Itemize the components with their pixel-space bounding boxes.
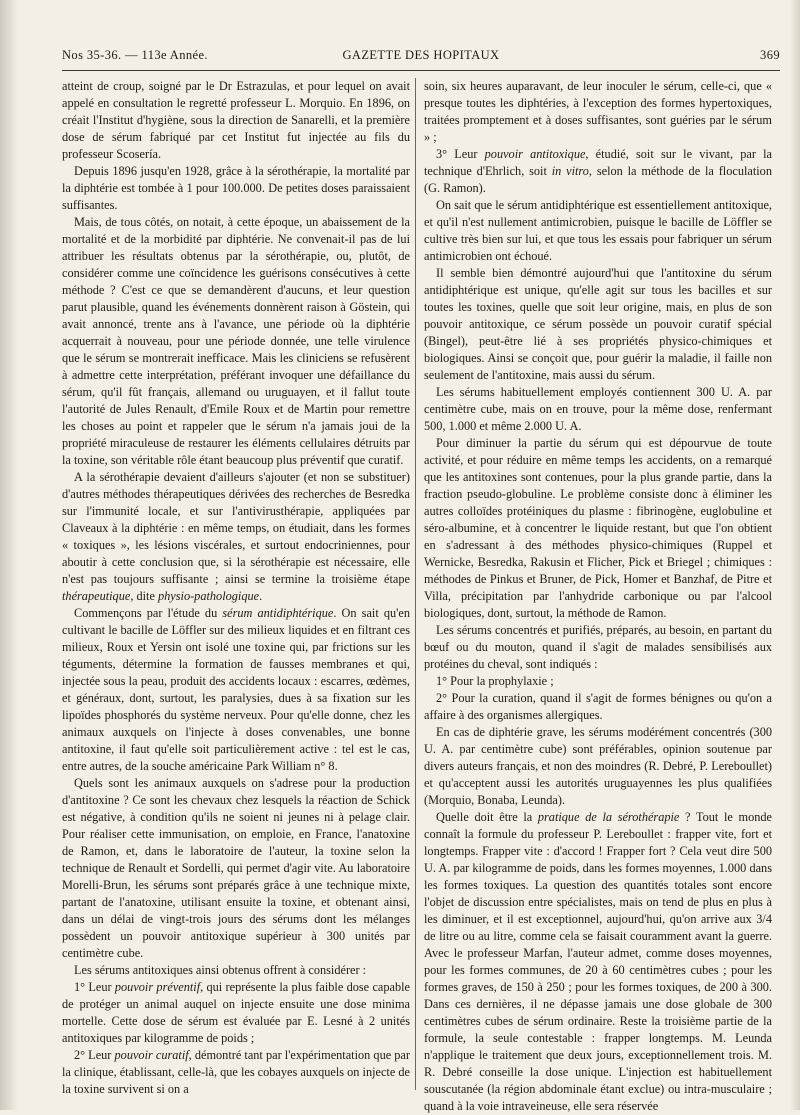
- paragraph-text: .: [259, 589, 263, 603]
- paragraph-text: Mais, de tous côtés, on notait, à cette époque, un abaissement de la mortalité et de la morbidité par diphtérie. Ne convenait-il pas de lui attribuer les résultats obtenus par la sérothérapie, ou, plutôt, de considérer comme une coïncidence les guérisons consécutives à cette méthode ? C'est ce que se demandèrent d'aucuns, et leur question parut plausible, quand les événements donnèrent raison à Göstein, qui avait annoncé, trente ans à l'avance, une période où la diphtérie acquerrait à nouveau, pour une période donnée, une telle virulence que le sérum se montrerait inefficace. Mais les cliniciens se refusèrent à admettre cette interprétation, préférant invoquer une défaillance du sérum, qu'il fût français, allemand ou uruguayen, et il fallut toute l'autorité de Jules Renault, d'Emile Roux et de Martin pour remettre les choses au point et rappeler que le sérum n'a jamais joui de la propriété miraculeuse de restaurer les éléments cellulaires détruits par la toxine, son véritable rôle étant beaucoup plus préventif que curatif.: [62, 215, 410, 467]
- journal-title: GAZETTE DES HOPITAUX: [342, 48, 500, 62]
- paragraph-text: En cas de diphtérie grave, les sérums modérément concentrés (300 U. A. par centimètre cube) sont préférables, opinion soutenue par divers auteurs français, et non des moindres (R. Debré, P. Lereboullet) et qu'acceptent aussi les autorités uruguayennes les plus qualifiées (Morquio, Bonaba, Leunda).: [424, 725, 772, 807]
- paragraph: [62, 605, 410, 775]
- paragraph-text: ? Tout le monde connaît la formule du professeur P. Lereboullet : frapper vite, fort et longtemps. Frapper vite : d'accord ! Frapper fort ? Cela veut dire 500 U. A. par kilogramme de poids, dans les formes moyennes, 1.000 dans les formes toxiques. La question des quantités totales sont encore l'objet de discussion entre spécialistes, mais on tend de plus en plus à les diminuer, et il est exceptionnel, aujourd'hui, qu'on arrive aux 3/4 de litre ou au litre, comme cela se faisait couramment avant la guerre. Avec le professeur Marfan, l'auteur admet, comme doses moyennes, pour les formes communes, de 20 à 60 centimètres cubes ; pour les formes graves, de 150 à 250 ; pour les formes toxiques, de 200 à 300. Dans ces dernières, il ne dépasse jamais une dose globale de 300 centimètres cubes de sérum ordinaire. Reste la troisième partie de la formule, la seule contestable : frapper longtemps. M. Leunda n'applique le traitement que deux jours, exceptionnellement trois. M. R. Debré conseille la dose unique. L'injection est habituellement souscutanée (la région abdominale étant exclue) ou intra-musculaire ; quand à la voie intraveineuse, elle sera réservée: [424, 810, 772, 1113]
- italic-phrase: pouvoir curatif: [114, 1048, 189, 1062]
- paragraph-text: 1° Pour la prophylaxie ;: [436, 674, 554, 688]
- paragraph: [424, 724, 772, 809]
- page-edge-shadow-right: [790, 0, 800, 1110]
- paragraph-text: Pour diminuer la partie du sérum qui est dépourvue de toute activité, et pour réduire en même temps les accidents, on a remarqué que les antitoxines sont contenues, pour la plus grande partie, dans la fraction pseudo-globuline. Le problème consiste donc à éliminer les autres colloïdes protéiniques du plasme : fibrinogène, euglobuline et séro-albumine, et à concentrer le liquide restant, but que l'on obtient en s'adressant à des méthodes physico-chimiques (Ruppel et Wernicke, Besredka, Rakusin et Flicher, Pick et Briegel ; chimiques : méthodes de Pinkus et Bruner, de Pick, Homer et Banzhaf, de Pitre et Villa, précipitation par l'anhydride carbonique ou par l'alcool biologiques, dont, surtout, la méthode de Ramon.: [424, 436, 772, 620]
- italic-phrase: pratique de la sérothérapie: [537, 810, 680, 824]
- italic-phrase: in vitro: [551, 164, 589, 178]
- paragraph-text: , dite: [130, 589, 158, 603]
- paragraph: [62, 163, 410, 214]
- paragraph-text: 2° Leur: [74, 1048, 115, 1062]
- paragraph: [424, 622, 772, 673]
- paragraph-text: Les sérums concentrés et purifiés, préparés, au besoin, en partant du bœuf ou du mouton, quand il s'agit de malades sensibilisés aux protéines du cheval, sont indiqués :: [424, 623, 772, 671]
- paragraph-text: A la sérothérapie devaient d'ailleurs s'ajouter (et non se substituer) d'autres méthodes thérapeutiques dérivées des recherches de Besredka sur l'immunité locale, et sur l'antivirusthérapie, appliquées par Claveaux à la diphtérie : en même temps, on étudiait, dans les formes « toxiques », les lésions viscérales, et surtout endocriniennes, pour aboutir à cette conclusion que, si la sérothérapie est nécessaire, elle n'est pas toujours suffisante ; ainsi se termine la troisième étape: [62, 470, 410, 586]
- paragraph-text: Quels sont les animaux auxquels on s'adrese pour la production d'antitoxine ? Ce sont les chevaux chez lesquels la réaction de Schick est négative, à condition qu'ils ne soient ni jeunes ni à pelage clair. Pour réaliser cette immunisation, on emploie, en France, l'anatoxine de Ramon, et, dans le laboratoire de l'auteur, la toxine selon la technique de Renault et Sordelli, qui permet d'agir vite. Au laboratoire Morelli-Brun, les sérums sont préparés grâce à une technique mixte, partant de l'anatoxine, utilisant ensuite la toxine, et obtenant ainsi, dans un délai de vingt-trois jours des sérums dont les mélanges possèdent un pouvoir antitoxique supérieur à 300 unités par centimètre cube.: [62, 776, 410, 960]
- paragraph-text: Quelle doit être la: [436, 810, 538, 824]
- paragraph-text: Il semble bien démontré aujourd'hui que l'antitoxine du sérum antidiphtérique est unique, qu'elle agit sur tous les bacilles et sur toutes les toxines, quelle que soit leur origine, mais, en plus de son pouvoir antitoxique, ce sérum possède un pouvoir curatif spécial (Bingel), peut-être lié à ses propriétés physico-chimiques et biologiques. Ainsi se conçoit que, pour guérir la maladie, il faille non seulement de l'antitoxine, mais aussi du sérum.: [424, 266, 772, 382]
- paragraph-text: Les sérums antitoxiques ainsi obtenus offrent à considérer :: [74, 963, 367, 977]
- paragraph: [62, 78, 410, 163]
- paragraph: [424, 384, 772, 435]
- paragraph: [62, 775, 410, 962]
- left-column: [62, 78, 410, 1098]
- column-divider: [415, 78, 416, 1090]
- paragraph-text: Commençons par l'étude du: [74, 606, 223, 620]
- paragraph: [424, 809, 772, 1115]
- paragraph: [424, 690, 772, 724]
- italic-phrase: thérapeutique: [62, 589, 131, 603]
- paragraph-text: On sait que le sérum antidiphtérique est essentiellement antitoxique, et qu'il n'est nullement antimicrobien, puisque le bacille de Löffler se cultive très bien sur lui, et que tous les essais pour fabriquer un sérum antimicrobien ont échoué.: [424, 198, 772, 263]
- paragraph-text: , selon la méthode de la floculation (G. Ramon).: [424, 164, 772, 195]
- paragraph-text: . On sait qu'en cultivant le bacille de Löffler sur des milieux liquides et en filtrant ces milieux, Roux et Yersin ont isolé une toxine qui, par frictions sur les téguments, détermine la formation de fausses membranes et qui, injectée sous la peau, produit des accidents locaux : escarres, œdèmes, et généraux, dont, surtout, les paralysies, dues à sa fixation sur les lipoïdes phosphorés du système nerveux. Pour qu'elle donne, chez les animaux auxquels on l'injecte à doses convenables, une bonne antitoxine, il faut qu'elle soit particulièrement active : tel est le cas, entre autres, de la souche américaine Park William n° 8.: [62, 606, 410, 773]
- paragraph: [62, 962, 410, 979]
- paragraph-text: , démontré tant par l'expérimentation que par la clinique, établissant, celle-là, que les cobayes auxquels on injecte de la toxine survivent si on a: [62, 1048, 410, 1096]
- paragraph-text: soin, six heures auparavant, de leur inoculer le sérum, celle-ci, que « presque toutes les diphtéries, à l'exception des formes hypertoxiques, traitées promptement et à doses suffisantes, sont guéries par le sérum » ;: [424, 79, 772, 144]
- paragraph: [424, 265, 772, 384]
- paragraph-text: Depuis 1896 jusqu'en 1928, grâce à la sérothérapie, la mortalité par la diphtérie est tombée à 1 pour 100.000. De petites doses paraissaient suffisantes.: [62, 164, 410, 212]
- issue-label: Nos 35-36. — 113e Année.: [62, 48, 208, 62]
- header-rule: [62, 70, 780, 71]
- paragraph-text: Les sérums habituellement employés contiennent 300 U. A. par centimètre cube, mais on en trouve, pour la même dose, renfermant 500, 1.000 et même 2.000 U. A.: [424, 385, 772, 433]
- paragraph-text: 3° Leur: [436, 147, 485, 161]
- italic-phrase: pouvoir antitoxique: [484, 147, 586, 161]
- paragraph: [424, 197, 772, 265]
- paragraph-text: , étudié, soit sur le vivant, par la technique d'Ehrlich, soit: [424, 147, 772, 178]
- paragraph: [424, 146, 772, 197]
- page-number: 369: [760, 48, 780, 62]
- paragraph: [424, 78, 772, 146]
- running-header: [62, 48, 780, 68]
- paragraph: [62, 469, 410, 605]
- right-column: [424, 78, 772, 1115]
- paragraph-text: atteint de croup, soigné par le Dr Estrazulas, et pour lequel on avait appelé en consultation le regretté professeur L. Morquio. En 1896, on créait l'Institut d'hygiène, sous la direction de Sanarelli, et la première dose de sérum fabriqué par cet Institut fut injectée au fils du professeur Scosería.: [62, 79, 410, 161]
- paragraph: [62, 1047, 410, 1098]
- italic-phrase: pouvoir préventif: [114, 980, 201, 994]
- page-edge-shadow: [0, 0, 18, 1110]
- paragraph: [62, 214, 410, 469]
- paragraph-text: 1° Leur: [74, 980, 115, 994]
- paragraph-text: 2° Pour la curation, quand il s'agit de formes bénignes ou qu'on a affaire à des organismes allergiques.: [424, 691, 772, 722]
- italic-phrase: sérum antidiphtérique: [222, 606, 334, 620]
- paragraph: [424, 673, 772, 690]
- paragraph: [62, 979, 410, 1047]
- italic-phrase: physio-pathologique: [157, 589, 260, 603]
- paragraph-text: , qui représente la plus faible dose capable de protéger un animal auquel on injecte ensuite une dose minima mortelle. Cette dose de sérum est évaluée par E. Lesné à 2 unités antitoxiques par kilogramme de poids ;: [62, 980, 410, 1045]
- paragraph: [424, 435, 772, 622]
